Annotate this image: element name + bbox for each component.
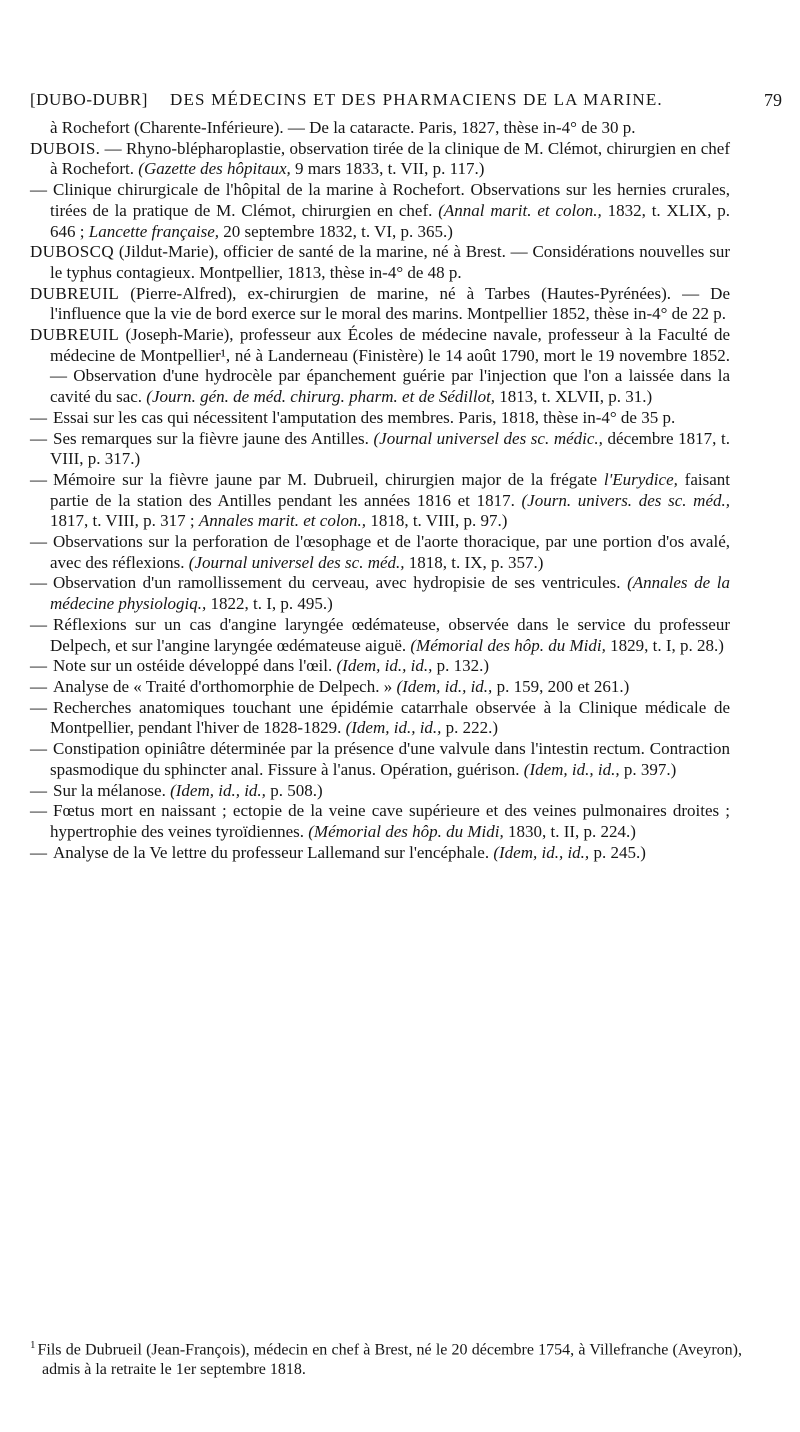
footnote-mark: 1 (30, 1339, 36, 1351)
entry-dash: — (30, 180, 47, 200)
citation-details: faisant partie de la station des Antilles pendant les années 1816 et 1817. (50, 469, 730, 510)
bibliography-entry (30, 408, 730, 429)
entry-text: Mémoire sur la fièvre jaune par M. Dubrueil, chirurgien major de la frégate (53, 469, 604, 489)
entry-text: Ses remarques sur la fièvre jaune des Antilles. (53, 428, 374, 448)
running-header (30, 90, 782, 120)
citation-source: (Gazette des hôpitaux, (138, 159, 291, 179)
entry-text: Sur la mélanose. (53, 780, 171, 800)
author-name: DUBREUIL (30, 283, 120, 303)
entry-text: — Rhyno-blépharoplastie, observation tirée de la clinique de M. Clémot, chirurgien en chef à Rochefort. (50, 138, 730, 179)
citation-details: p. 159, 200 et 261.) (492, 676, 630, 696)
entry-text: (Joseph-Marie), professeur aux Écoles de médecine navale, professeur à la Faculté de médecine de Montpellier¹, né à Landerneau (Finistère) le 14 août 1790, mort le 19 novembre 1852. — Observation d'une hydrocèle par épanchement guérie par l'injection que l'on a laissée dans la cavité du sac. (50, 325, 730, 407)
bibliography-entry (30, 139, 730, 180)
entry-dash: — (30, 573, 47, 593)
bibliography-entry (30, 781, 730, 802)
citation-details: 9 mars 1833, t. VII, p. 117.) (290, 159, 485, 179)
citation-details: 1818, t. IX, p. 357.) (404, 552, 544, 572)
entry-text: (Jildut-Marie), officier de santé de la marine, né à Brest. — Considérations nouvelles sur le typhus contagieux. Montpellier, 1813, thèse in-4° de 48 p. (50, 242, 730, 282)
citation-source: (Idem, id., id., (170, 780, 266, 800)
bibliography-entry (30, 470, 730, 532)
citation-details: p. 222.) (441, 718, 499, 738)
bibliography-entry (30, 284, 730, 325)
bibliography-entries (30, 118, 730, 863)
bibliography-entry (30, 656, 730, 677)
citation-details: 1813, t. XLVII, p. 31.) (495, 387, 653, 407)
citation-details: p. 508.) (265, 780, 323, 800)
citation-details: 1818, t. VIII, p. 97.) (366, 511, 508, 531)
citation-source: (Idem, id., id., (396, 676, 493, 696)
bibliography-entry (30, 801, 730, 842)
entry-text: Analyse de « Traité d'orthomorphie de Delpech. » (53, 676, 397, 696)
citation-source: (Idem, id., id., (493, 842, 590, 862)
citation-source: (Journal universel des sc. médic., (373, 428, 603, 448)
bibliography-entry (30, 677, 730, 698)
bibliography-entry (30, 429, 730, 470)
entry-dash: — (30, 801, 47, 821)
entry-dash: — (30, 614, 47, 634)
entry-dash: — (30, 469, 47, 489)
citation-details: 1830, t. II, p. 224.) (503, 821, 636, 841)
page-number: 79 (764, 90, 782, 110)
entry-dash: — (30, 407, 47, 427)
entry-dash: — (30, 780, 47, 800)
entry-text: Constipation opiniâtre déterminée par la présence d'une valvule dans l'intestin rectum. Contraction spasmodique du sphincter anal. Fissure à l'anus. Opération, guérison. (50, 739, 730, 779)
entry-dash: — (30, 697, 47, 717)
author-name: DUBOIS. (30, 138, 101, 158)
citation-source: (Idem, id., id., (523, 759, 620, 779)
citation-details: 20 septembre 1832, t. VI, p. 365.) (219, 221, 453, 241)
citation-source: (Idem, id., id., (336, 656, 433, 676)
citation-source: (Idem, id., id., (345, 718, 442, 738)
citation-source: (Mémorial des hôp. du Midi, (308, 821, 504, 841)
entry-text: Réflexions sur un cas d'angine laryngée œdémateuse, observée dans le service du professeur Delpech, et sur l'angine laryngée œdémateuse aiguë. (50, 614, 730, 655)
bibliography-entry (30, 573, 730, 614)
citation-details: p. 397.) (619, 759, 677, 779)
citation-source: (Annales de la médecine physiologiq., (50, 573, 730, 614)
citation-source: (Journal universel des sc. méd., (188, 552, 405, 572)
bibliography-entry (30, 843, 730, 864)
entry-text: Clinique chirurgicale de l'hôpital de la marine à Rochefort. Observations sur les hernies crurales, tirées de la pratique de M. Clémot, chirurgien en chef. (50, 180, 730, 220)
entry-text: Analyse de la Ve lettre du professeur Lallemand sur l'encéphale. (53, 842, 494, 862)
bibliography-entry (30, 180, 730, 242)
bibliography-entry (30, 615, 730, 656)
entry-text: Fœtus mort en naissant ; ectopie de la veine cave supérieure et des veines pulmonaires droites ; hypertrophie des veines tyroïdiennes. (50, 801, 730, 841)
citation-source: (Journ. gén. de méd. chirurg. pharm. et de Sédillot, (146, 387, 496, 407)
header-title: DES MÉDECINS ET DES PHARMACIENS DE LA MARINE. (170, 90, 663, 109)
entry-dash: — (30, 532, 47, 552)
citation-details: 1822, t. I, p. 495.) (206, 594, 333, 614)
entry-dash: — (30, 656, 47, 676)
entry-dash: — (30, 739, 47, 759)
citation-details: 1817, t. VIII, p. 317 ; (50, 511, 199, 531)
citation-details: décembre 1817, t. VIII, p. 317.) (50, 428, 731, 469)
author-name: DUBREUIL (30, 325, 120, 345)
citation-source: l'Eurydice, (603, 469, 678, 489)
footnote-text: Fils de Dubrueil (Jean-François), médecin en chef à Brest, né le 20 décembre 1754, à Villefranche (Aveyron), admis à la retraite le 1er septembre 1818. (37, 1341, 742, 1379)
bibliography-entry (30, 118, 730, 139)
entry-text: Recherches anatomiques touchant une épidémie catarrhale observée à la Clinique médicale de Montpellier, pendant l'hiver de 1828-1829. (50, 697, 730, 738)
bibliography-entry (30, 532, 730, 573)
citation-source: (Annal marit. et colon., (438, 200, 602, 220)
bibliography-entry (30, 739, 730, 780)
bibliography-entry (30, 242, 730, 283)
entry-dash: — (30, 842, 47, 862)
entry-text: à Rochefort (Charente-Inférieure). — De la cataracte. Paris, 1827, thèse in-4° de 30 p. (50, 118, 636, 137)
author-name: DUBOSCQ (30, 242, 115, 262)
entry-dash: — (30, 676, 47, 696)
citation-source: Annales marit. et colon., (198, 511, 367, 531)
citation-details: 1832, t. XLIX, p. 646 ; (50, 200, 730, 241)
entry-dash: — (30, 428, 47, 448)
citation-source: (Mémorial des hôp. du Midi, (410, 635, 606, 655)
footnote (30, 1335, 742, 1380)
bibliography-entry (30, 698, 730, 739)
citation-details: p. 132.) (432, 656, 490, 676)
citation-source: Lancette française, (88, 221, 220, 241)
citation-source: (Journ. univers. des sc. méd., (521, 490, 730, 510)
citation-details: p. 245.) (589, 842, 646, 862)
entry-text: Note sur un ostéide développé dans l'œil. (53, 656, 337, 676)
entry-text: Essai sur les cas qui nécessitent l'amputation des membres. Paris, 1818, thèse in-4° de 35 p. (53, 407, 676, 427)
bibliography-entry (30, 325, 730, 408)
entry-text: (Pierre-Alfred), ex-chirurgien de marine, né à Tarbes (Hautes-Pyrénées). — De l'influence que la vie de bord exerce sur le moral des marins. Montpellier 1852, thèse in-4° de 22 p. (50, 283, 730, 324)
entry-text: Observations sur la perforation de l'œsophage et de l'aorte thoracique, par une portion d'os avalé, avec des réflexions. (50, 532, 730, 572)
citation-details: 1829, t. I, p. 28.) (605, 635, 724, 655)
entry-text: Observation d'un ramollissement du cerveau, avec hydropisie de ses ventricules. (53, 573, 628, 593)
header-alpha-range: [DUBO-DUBR] (30, 90, 148, 109)
